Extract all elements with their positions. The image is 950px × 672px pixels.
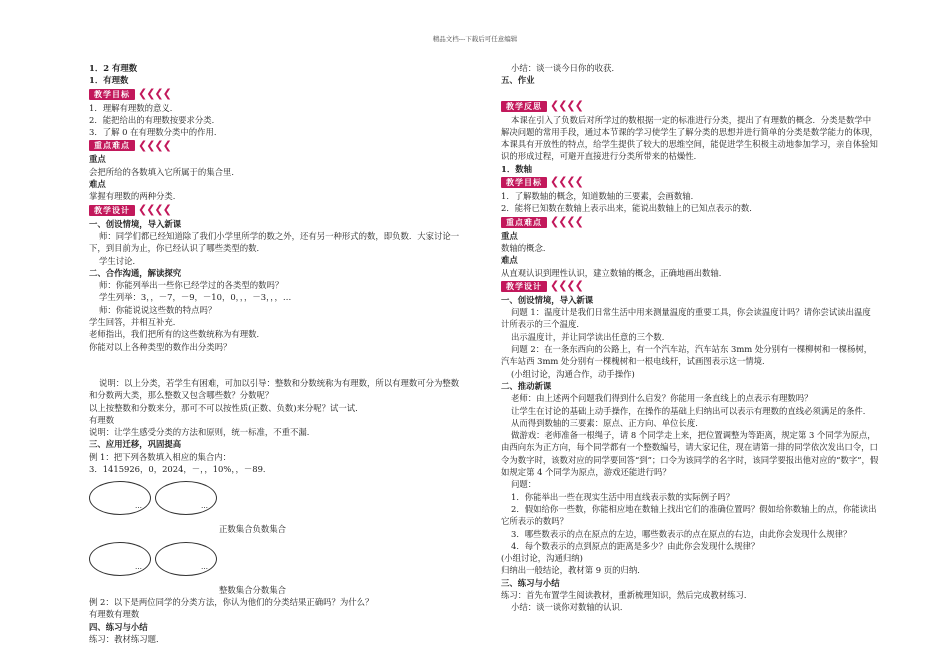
text-line: 问题 2：在一条东西向的公路上，有一个汽车站，汽车站东 3mm 处分别有一棵柳树和一棵杨树，汽车站西 3mm 处分别有一棵槐树和一根电线杆，试画图表示这一情境． — [501, 344, 873, 367]
text-line: 出示温度计，并让同学读出任意的三个数． — [511, 331, 671, 342]
section-heading: 三、应用迁移，巩固提高 — [89, 439, 182, 450]
oval-dots: … — [135, 502, 142, 511]
banner-teaching-goals — [89, 88, 465, 101]
text-line: 问题 1：温度计是我们日常生活中用来测量温度的重要工具，你会读温度计吗？请你尝试读出温度计所表示的三个温度． — [501, 307, 871, 330]
reflection-text: 本课在引入了负数后对所学过的数根据一定的标准进行分类，提出了有理数的概念．分类是数学中解决问题的常用手段，通过本节课的学习使学生了解分类的思想并进行简单的分类是数学能力的体现，本课具有开放性的特点，给学生提供了较大的思维空间，能促进学生积极主动地参加学习，亲自体验知识的形成过程，可避开直接进行分类所带来的枯燥性． — [501, 114, 878, 162]
text-line: 3．了解 0 在有理数分类中的作用． — [89, 127, 223, 138]
section-heading: 一、创设情境，导入新课 — [89, 218, 182, 229]
text-line: 有理数有理数 — [89, 609, 140, 620]
text-line: 让学生在讨论的基础上动手操作，在操作的基础上归纳出可以表示有理数的直线必须满足的条件． — [511, 405, 872, 416]
set-caption-2: 整数集合分数集合 — [219, 584, 286, 595]
text-line: 练习：首先布置学生阅读教材，重新梳理知识，然后完成教材练习． — [501, 589, 753, 600]
banner-teaching-goals — [501, 176, 879, 189]
section-heading: 四、练习与小结 — [89, 621, 148, 632]
section-heading: 三、练习与小结 — [501, 577, 560, 588]
banner-teaching-design — [501, 280, 879, 293]
integer-set-oval — [89, 542, 151, 576]
text-line: 师：你能说说这些数的特点吗？ — [99, 304, 217, 315]
banner-label: 重点难点 — [89, 140, 135, 151]
text-line: 会把所给的各数填入它所属于的集合里． — [89, 166, 240, 177]
blank-space — [89, 353, 465, 365]
banner-label: 教学反思 — [501, 101, 547, 112]
set-ovals-1 — [89, 477, 465, 521]
set-ovals-2 — [89, 538, 465, 582]
left-title-block — [89, 62, 465, 87]
banner-label: 重点难点 — [501, 217, 547, 228]
section-heading: 难点 — [89, 179, 106, 190]
text-line: 师：同学们都已经知道除了我们小学里所学的数之外，还有另一种形式的数，即负数．大家讨论一下，到目前为止，你已经认识了哪些类型的数． — [89, 230, 460, 254]
text-line: 3．哪些数表示的点在原点的左边，哪些数表示的点在原点的右边，由此你会发现什么规律？ — [511, 528, 852, 539]
section-heading: 二、推动新课 — [501, 380, 552, 391]
text-line: 例 2：以下是两位同学的分类方法，你认为他们的分类结果正确吗？为什么？ — [89, 596, 374, 607]
text-line: 小结：谈一谈你对数轴的认识． — [511, 602, 629, 613]
banner-teaching-reflection — [501, 100, 879, 113]
design-section-2 — [89, 377, 465, 475]
text-line: 1．你能举出一些在现实生活中用直线表示数的实际例子吗？ — [511, 491, 735, 502]
negative-set-oval — [155, 481, 217, 515]
text-line: 数轴的概念． — [501, 242, 552, 253]
section-heading: 重点 — [89, 154, 106, 165]
design-section — [501, 294, 879, 614]
text-line: 掌握有理数的两种分类． — [89, 191, 182, 202]
text-line: 以上按整数和分数来分，那可不可以按性质(正数、负数)来分呢？试一试． — [89, 402, 364, 413]
set-caption-1: 正数集合负数集合 — [219, 524, 286, 535]
oval-dots: … — [201, 502, 208, 511]
text-line: 2．能把给出的有理数按要求分类． — [89, 114, 220, 125]
text-line: 小结：谈一谈今日你的收获． — [511, 63, 620, 73]
text-line: 说明：以上分类，若学生有困难，可加以引导：整数和分数统称为有理数，所以有理数可分为整数和分数两大类，那么整数又包含哪些数？分数呢？ — [89, 377, 460, 401]
text-line: 老师：由上述两个问题我们得到什么启发？你能用一条直线上的点表示有理数吗？ — [511, 393, 813, 404]
chevrons-icon: ❮❮❮❮ — [138, 203, 171, 217]
left-column — [89, 62, 465, 645]
banner-teaching-design — [89, 204, 465, 217]
text-line: 3．1415926，0，2024，－，，10%，，－89． — [89, 464, 272, 475]
text-line: (小组讨论，沟通合作，动手操作) — [511, 368, 635, 379]
section-heading: 1．2 有理数 — [89, 63, 138, 73]
goal-list — [501, 190, 879, 215]
text-line: 学生列举：3，，－7，－9，－10，0，，，－3，，，… — [99, 292, 292, 303]
text-line: 有理数 — [89, 414, 115, 425]
text-line: 1．理解有理数的意义． — [89, 102, 179, 113]
section-heading: 重点 — [501, 230, 518, 241]
goal-list — [89, 102, 465, 139]
chevrons-icon: ❮❮❮❮ — [550, 279, 583, 293]
text-line: (小组讨论，沟通归纳) — [501, 553, 583, 564]
chevrons-icon: ❮❮❮❮ — [550, 215, 583, 229]
oval-dots: … — [135, 562, 142, 571]
fraction-set-oval — [155, 542, 217, 576]
section-heading: 难点 — [501, 255, 518, 266]
blank-space — [501, 87, 879, 99]
banner-key-points — [89, 139, 465, 152]
oval-dots: … — [201, 562, 208, 571]
section-heading: 二、合作沟通，解读探究 — [89, 267, 182, 278]
banner-label: 教学设计 — [501, 281, 547, 292]
section-heading: 一、创设情境，导入新课 — [501, 294, 594, 305]
positive-set-oval — [89, 481, 151, 515]
chevrons-icon: ❮❮❮❮ — [550, 98, 583, 112]
text-line: 从直观认识到理性认识，建立数轴的概念，正确地画出数轴． — [501, 267, 728, 278]
section-heading: 五、作业 — [501, 75, 535, 86]
text-line: 2．假如给你一些数，你能相应地在数轴上找出它们的准确位置吗？假如给你数轴上的点，你能读出它所表示的数吗？ — [501, 503, 877, 527]
section-heading: 1．有理数 — [89, 75, 129, 86]
exercise-section — [89, 596, 465, 645]
right-column — [501, 62, 879, 614]
blank-space — [89, 365, 465, 377]
text-line: 2．能将已知数在数轴上表示出来，能说出数轴上的已知点表示的数． — [501, 203, 758, 214]
text-line: 1．了解数轴的概念，知道数轴的三要素，会画数轴． — [501, 191, 699, 202]
text-line: 老师指出，我们把所有的这些数统称为有理数． — [89, 329, 265, 340]
text-line: 师：你能列举出一些你已经学过的各类型的数吗？ — [99, 280, 284, 291]
chevrons-icon: ❮❮❮❮ — [550, 175, 583, 189]
text-line: 说明：让学生感受分类的方法和原则，统一标准，不重不漏． — [89, 427, 316, 438]
chevrons-icon: ❮❮❮❮ — [138, 138, 171, 152]
banner-key-points — [501, 216, 879, 229]
text-line: 学生回答，并相互补充． — [89, 317, 182, 328]
key-points — [89, 153, 465, 202]
text-line: 你能对以上各种类型的数作出分类吗？ — [89, 341, 232, 352]
text-line: 问题： — [511, 479, 537, 490]
banner-label: 教学设计 — [89, 205, 135, 216]
text-line: 从而得到数轴的三要素：原点、正方向、单位长度． — [511, 417, 704, 428]
text-line: 学生讨论． — [99, 255, 141, 266]
chevrons-icon: ❮❮❮❮ — [138, 86, 171, 100]
design-section — [89, 218, 465, 353]
text-line: 例 1：把下列各数填入相应的集合内： — [89, 451, 231, 462]
section-title: 1．数轴 — [501, 163, 532, 174]
text-line: 归纳出一般结论，教材第 9 页的归纳． — [501, 565, 646, 576]
banner-label: 教学目标 — [501, 177, 547, 188]
summary-block — [501, 62, 879, 87]
text-line: 练习：教材练习题． — [89, 633, 165, 644]
text-line: 4．每个数表示的点到原点的距离是多少？由此你会发现什么规律？ — [511, 540, 760, 551]
key-points — [501, 230, 879, 279]
banner-label: 教学目标 — [89, 89, 135, 100]
text-line: 做游戏：老师准备一根绳子，请 8 个同学走上来，把位置调整为等距离，规定第 3 个同学为原点，由西向东为正方向，每个同学都有一个整数编号，请大家记住，现在请第一排的同学依次发出口令，口令为数字时，该数对应的同学要回答“到”；口令为该同学的名字时，该同学要报出他对应的“数字”，假如规定第 4 个同学为原点，游戏还能进行吗？ — [501, 430, 879, 478]
header-note: 精品文档---下载后可任意编辑 — [432, 35, 518, 43]
